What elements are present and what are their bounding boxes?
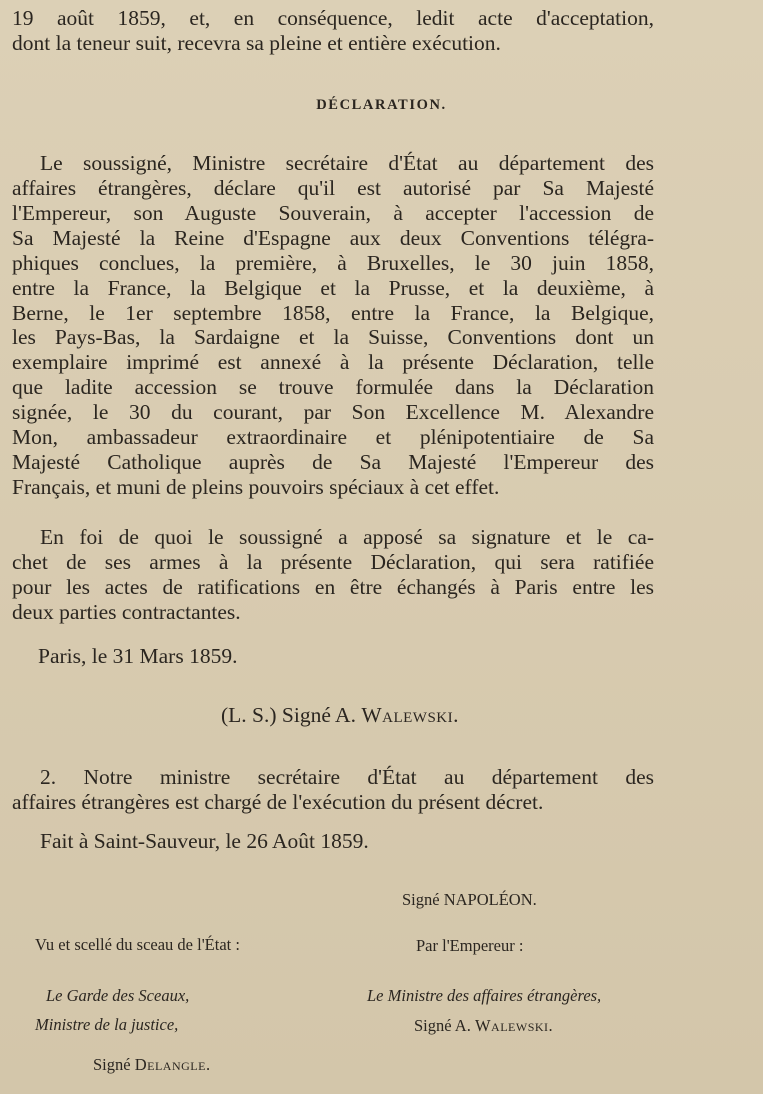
- text-line: Mon, ambassadeur extraordinaire et plénipotentiaire de Sa: [12, 425, 654, 450]
- text-line: signée, le 30 du courant, par Son Excellence M. Alexandre: [12, 400, 654, 425]
- declaration-heading: DÉCLARATION.: [316, 97, 447, 113]
- text-line: Sa Majesté la Reine d'Espagne aux deux Conventions télégra-: [12, 225, 654, 250]
- text-line: affaires étrangères est chargé de l'exécution du présent décret.: [12, 790, 544, 814]
- text-line: exemplaire imprimé est annexé à la présente Déclaration, telle: [12, 350, 654, 375]
- text-line: Le soussigné, Ministre secrétaire d'État au département des: [40, 151, 654, 175]
- declaration-paragraph-1-body: [12, 176, 654, 500]
- garde-des-sceaux-title: Le Garde des Sceaux,: [46, 986, 190, 1005]
- ministre-justice-title: Ministre de la justice,: [35, 1015, 179, 1034]
- delangle-signature: [93, 1055, 211, 1075]
- signature-prefix: Signé: [93, 1055, 135, 1074]
- text-line: l'Empereur, son Auguste Souverain, à accepter l'accession de: [12, 200, 654, 225]
- declaration-paragraph-1: [40, 151, 654, 176]
- text-line: affaires étrangères, déclare qu'il est autorisé par Sa Majesté: [12, 176, 654, 200]
- signature-prefix: (L. S.) Signé A.: [220, 703, 362, 727]
- article-2-first: [40, 765, 654, 790]
- article-2-place-date: Fait à Saint-Sauveur, le 26 Août 1859.: [40, 829, 369, 853]
- declaration-paragraph-2-body: [12, 550, 654, 625]
- text-line: entre la France, la Belgique et la Prusse, et la deuxième, à: [12, 275, 654, 300]
- text-line: deux parties contractantes.: [12, 599, 241, 624]
- signature-name: Walewski.: [361, 703, 459, 727]
- text-line: En foi de quoi le soussigné a apposé sa signature et le ca-: [40, 525, 654, 549]
- ministre-affaires-etrangeres-title: Le Ministre des affaires étrangères,: [367, 986, 602, 1005]
- seal-label: Vu et scellé du sceau de l'État :: [35, 935, 240, 954]
- opening-paragraph: [12, 6, 654, 56]
- par-empereur-label: Par l'Empereur :: [416, 936, 524, 955]
- text-line: que ladite accession se trouve formulée dans la Déclaration: [12, 375, 654, 400]
- signature-name: Delangle.: [134, 1055, 211, 1074]
- emperor-signature: Signé NAPOLÉON.: [402, 890, 537, 909]
- article-2-body: [12, 790, 654, 815]
- text-line: Majesté Catholique auprès de Sa Majesté l'Empereur des: [12, 449, 654, 474]
- text-line: dont la teneur suit, recevra sa pleine et entière exécution.: [12, 30, 501, 55]
- walewski-signature: [414, 1016, 553, 1036]
- text-line: 19 août 1859, et, en conséquence, ledit acte d'acceptation,: [12, 6, 654, 30]
- signature-name: Walewski.: [474, 1016, 554, 1035]
- declaration-signature: [0, 703, 680, 728]
- text-line: pour les actes de ratifications en être échangés à Paris entre les: [12, 574, 654, 599]
- text-line: Français, et muni de pleins pouvoirs spéciaux à cet effet.: [12, 474, 500, 499]
- signature-prefix: Signé A.: [414, 1016, 475, 1035]
- text-line: Berne, le 1er septembre 1858, entre la France, la Belgique,: [12, 300, 654, 325]
- text-line: 2. Notre ministre secrétaire d'État au département des: [40, 765, 654, 789]
- text-line: phiques conclues, la première, à Bruxelles, le 30 juin 1858,: [12, 250, 654, 275]
- declaration-paragraph-2-first: [40, 525, 654, 550]
- declaration-place-date: Paris, le 31 Mars 1859.: [38, 644, 238, 668]
- text-line: chet de ses armes à la présente Déclaration, qui sera ratifiée: [12, 550, 654, 574]
- text-line: les Pays-Bas, la Sardaigne et la Suisse, Conventions dont un: [12, 325, 654, 350]
